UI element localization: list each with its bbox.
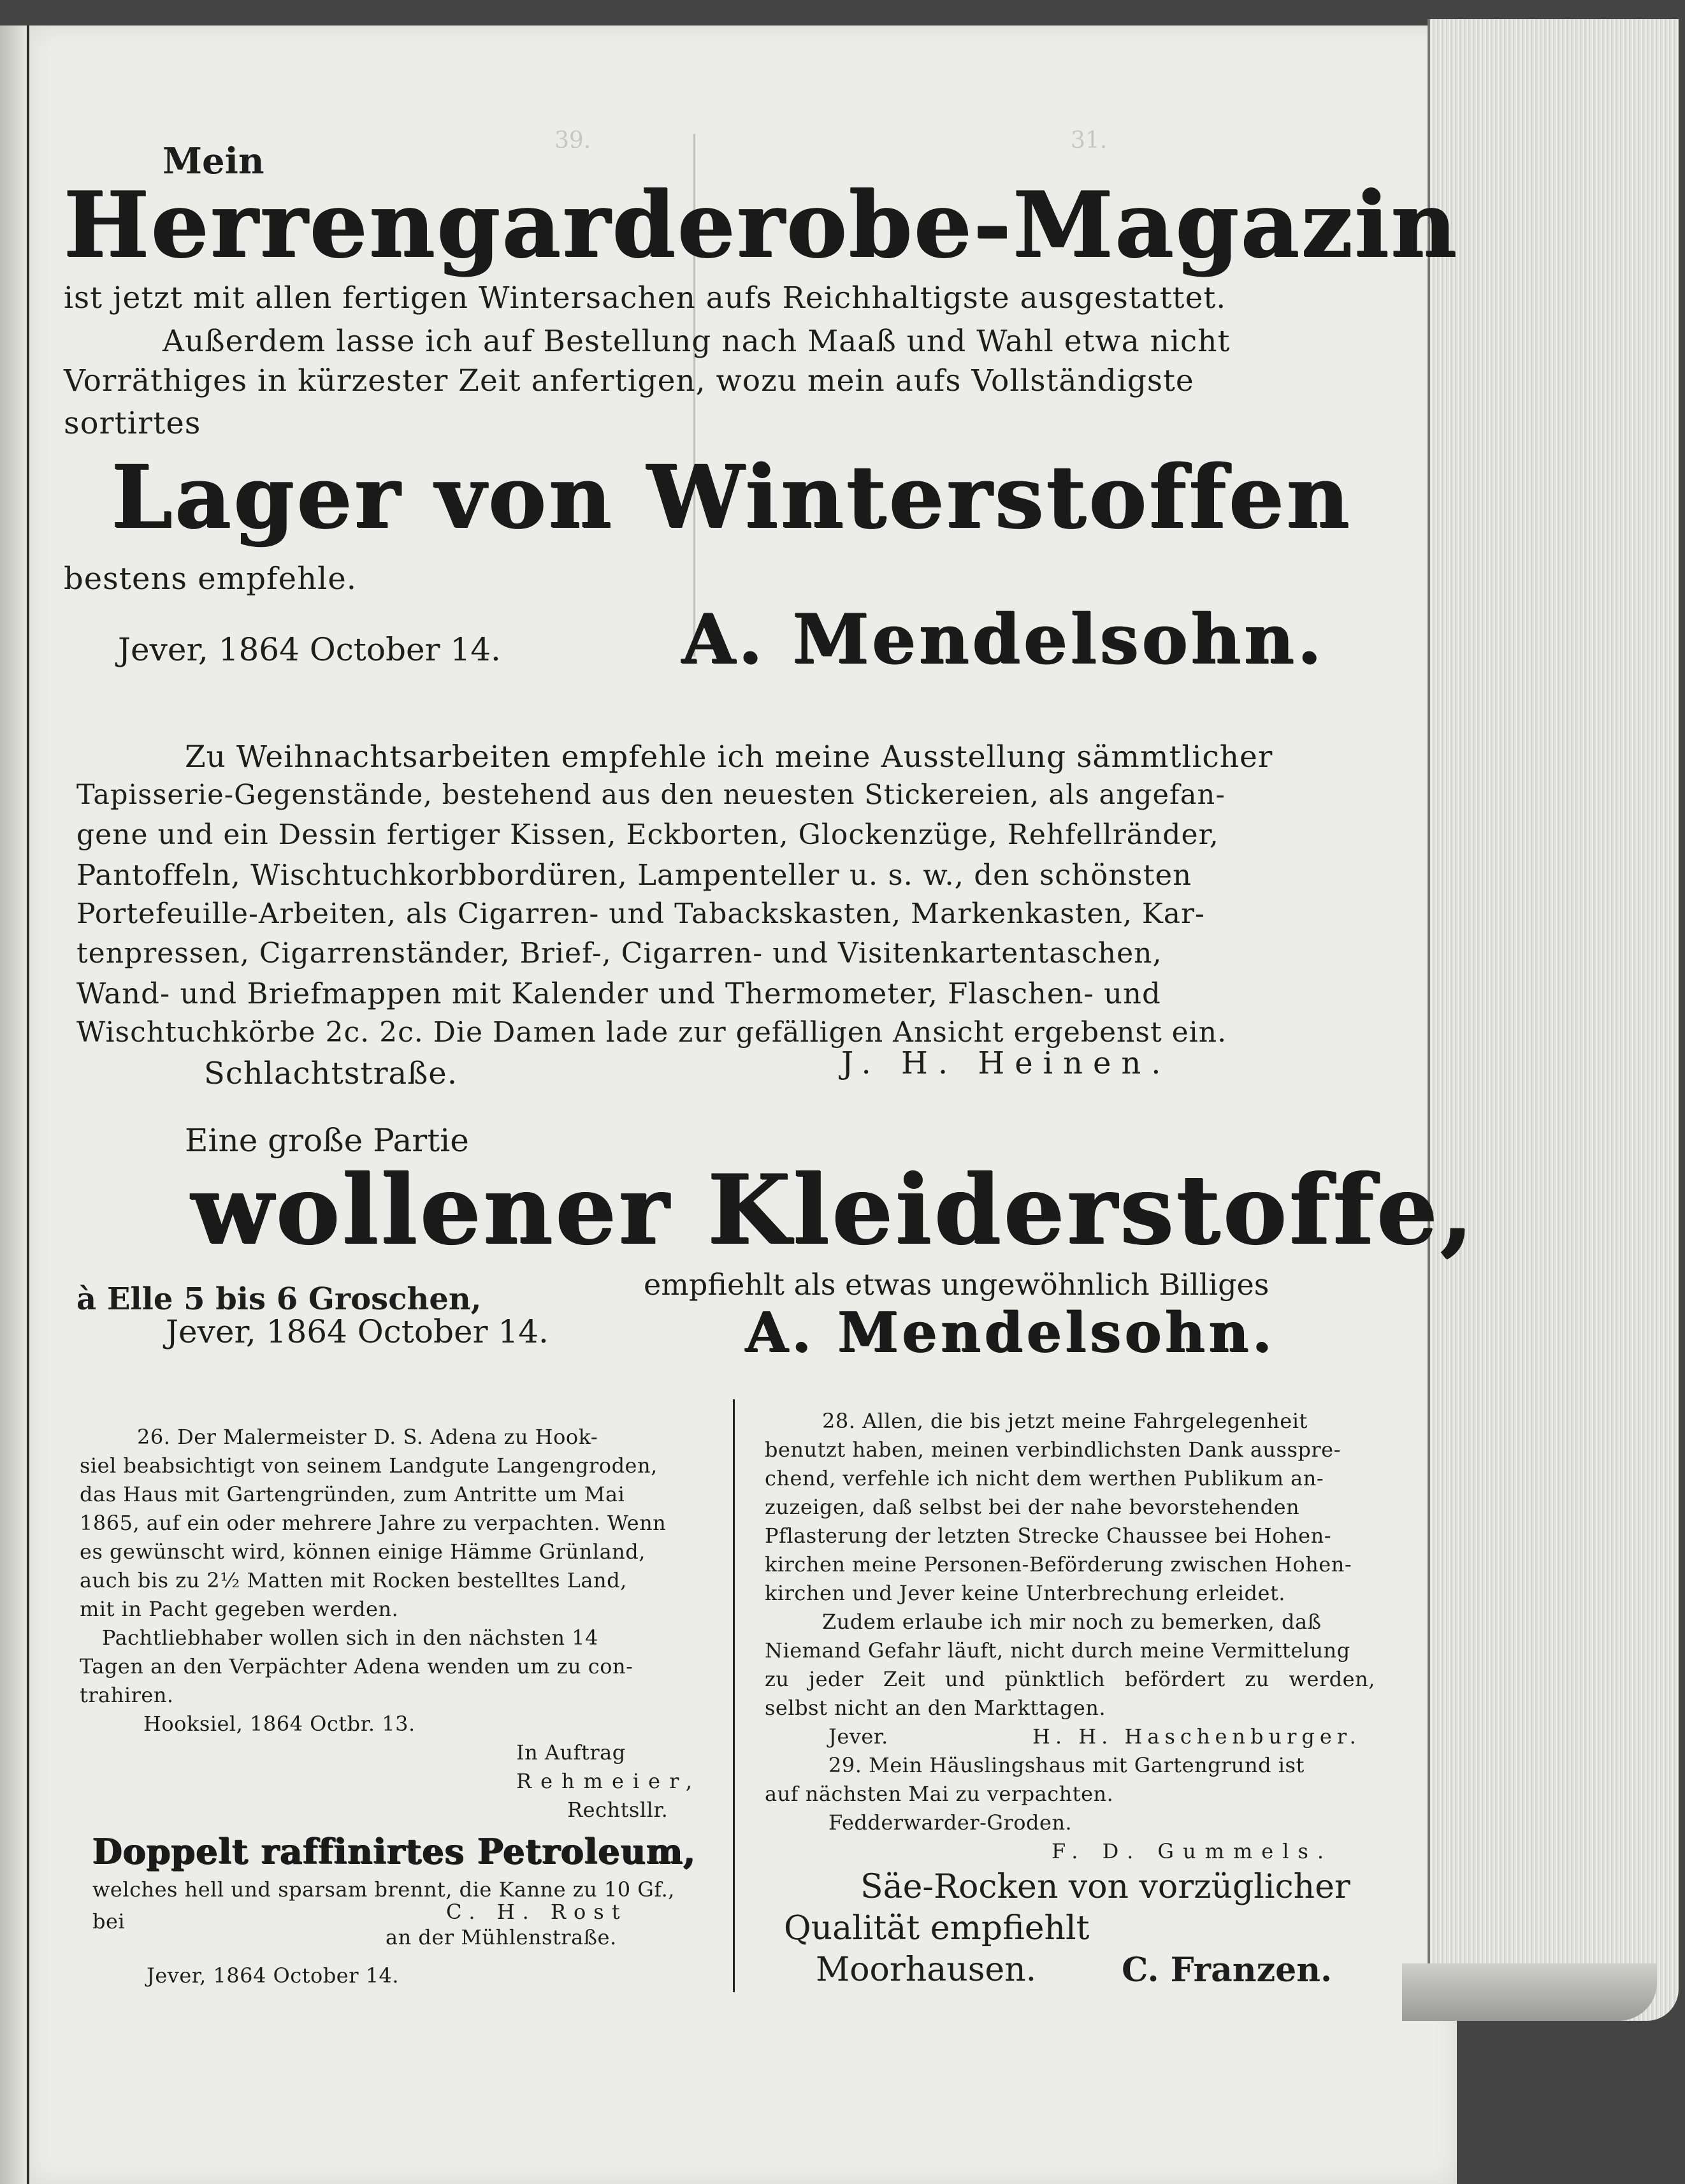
ad-text-line: 1865, auf ein oder mehrere Jahre zu verpachten. Wenn: [80, 1511, 667, 1535]
ad-text-line: 29. Mein Häuslingshaus mit Gartengrund ist: [828, 1753, 1305, 1777]
ad-text-line: an der Mühlenstraße.: [386, 1925, 617, 1949]
ad-text-line: gene und ein Dessin fertiger Kissen, Eckborten, Glockenzüge, Rehfellränder,: [76, 819, 1219, 851]
ad-place: Fedderwarder-Groden.: [828, 1810, 1073, 1835]
ad-agent-name: Rehmeier,: [516, 1769, 702, 1793]
ad-signature: J. H. Heinen.: [841, 1045, 1171, 1081]
ad-text-line: zuzeigen, daß selbst bei der nahe bevorstehenden: [765, 1495, 1300, 1519]
ad-intro: Mein: [163, 140, 264, 182]
ad-text-line: es gewünscht wird, können einige Hämme Grünland,: [80, 1540, 646, 1564]
ad-text-line: auf nächsten Mai zu verpachten.: [765, 1782, 1114, 1806]
ad-text-line: welches hell und sparsam brennt, die Kanne zu 10 Gf.,: [92, 1877, 675, 1902]
ad-signature: A. Mendelsohn.: [746, 1300, 1276, 1365]
ad-headline: Doppelt raffinirtes Petroleum,: [92, 1831, 697, 1872]
ad-text-line: kirchen meine Personen-Beförderung zwischen Hohen-: [765, 1552, 1352, 1576]
ad-text-line: Zudem erlaube ich mir noch zu bemerken, daß: [822, 1610, 1322, 1634]
ad-text-line: Vorräthiges in kürzester Zeit anfertigen, wozu mein aufs Vollständigste: [64, 363, 1194, 398]
ad-text-line: benutzt haben, meinen verbindlichsten Dank ausspre-: [765, 1438, 1341, 1462]
ad-text-line: Portefeuille-Arbeiten, als Cigarren- und Tabackskasten, Markenkasten, Kar-: [76, 898, 1205, 930]
ad-intro: Eine große Partie: [185, 1122, 469, 1159]
ad-headline-secondary: Lager von Winterstoffen: [112, 446, 1352, 548]
ad-text-line: trahiren.: [80, 1683, 174, 1707]
bleed-through-number-left: 39.: [554, 127, 591, 154]
ad-text-line: Zu Weihnachtsarbeiten empfehle ich meine Ausstellung sämmtlicher: [185, 739, 1273, 775]
ad-place: Jever.: [828, 1724, 888, 1749]
ad-place-date: Hooksiel, 1864 Octbr. 13.: [143, 1712, 416, 1736]
ad-text-line: Niemand Gefahr läuft, nicht durch meine Vermittelung: [765, 1638, 1350, 1663]
ad-text-line: Außerdem lasse ich auf Bestellung nach Maaß und Wahl etwa nicht: [163, 324, 1231, 359]
column-divider: [733, 1399, 735, 1992]
book-fore-edge: [1428, 19, 1679, 2021]
ad-text-line: Säe-Rocken von vorzüglicher: [860, 1868, 1350, 1906]
ad-text-line: Wischtuchkörbe 2c. 2c. Die Damen lade zur gefälligen Ansicht ergebenst ein.: [76, 1016, 1227, 1049]
ad-text-line: siel beabsichtigt von seinem Landgute Langengroden,: [80, 1453, 658, 1478]
left-page-edge: [0, 25, 29, 2184]
ad-text-line: bei: [92, 1909, 126, 1933]
ad-text-line: zu jeder Zeit und pünktlich befördert zu werden,: [765, 1667, 1375, 1691]
ad-signature: H. H. Haschenburger.: [1032, 1724, 1361, 1749]
ad-text-line: Pachtliebhaber wollen sich in den nächsten 14: [102, 1626, 598, 1650]
ad-signature: C. H. Rost: [446, 1900, 628, 1924]
ad-place: Moorhausen.: [816, 1951, 1037, 1989]
ad-text-line: Wand- und Briefmappen mit Kalender und Thermometer, Flaschen- und: [76, 977, 1161, 1010]
ad-text-line: kirchen und Jever keine Unterbrechung erleidet.: [765, 1581, 1285, 1605]
ad-text-line: ist jetzt mit allen fertigen Wintersachen aufs Reichhaltigste ausgestattet.: [64, 280, 1227, 316]
ad-text-line: sortirtes: [64, 405, 201, 441]
ad-signature: F. D. Gummels.: [1052, 1839, 1333, 1863]
ad-place-date: Jever, 1864 October 14.: [166, 1313, 549, 1350]
ad-text-line: Pflasterung der letzten Strecke Chaussee bei Hohen-: [765, 1524, 1332, 1548]
ad-signature: A. Mendelsohn.: [682, 599, 1325, 680]
ad-text-line: Tapisserie-Gegenstände, bestehend aus den neuesten Stickereien, als angefan-: [76, 779, 1226, 811]
ad-place-date: Jever, 1864 October 14.: [147, 1963, 400, 1988]
ad-text-line: 26. Der Malermeister D. S. Adena zu Hook-: [137, 1425, 598, 1449]
ad-text-line: empfiehlt als etwas ungewöhnlich Billiges: [644, 1267, 1269, 1302]
ad-street: Schlachtstraße.: [204, 1056, 458, 1091]
bleed-through-number-right: 31.: [1071, 127, 1108, 154]
ad-text-line: das Haus mit Gartengründen, zum Antritte um Mai: [80, 1482, 625, 1506]
ad-text-line: 28. Allen, die bis jetzt meine Fahrgelegenheit: [822, 1409, 1308, 1433]
ad-text-line: auch bis zu 2½ Matten mit Rocken bestelltes Land,: [80, 1568, 627, 1592]
ad-text-line: tenpressen, Cigarrenständer, Brief-, Cigarren- und Visitenkartentaschen,: [76, 937, 1162, 970]
ad-text-line: chend, verfehle ich nicht dem werthen Publikum an-: [765, 1466, 1324, 1490]
ad-text-line: Tagen an den Verpächter Adena wenden um zu con-: [80, 1654, 633, 1678]
ad-agent-line: In Auftrag: [516, 1740, 626, 1765]
ad-agent-title: Rechtsllr.: [567, 1798, 669, 1822]
ad-text-line: selbst nicht an den Markttagen.: [765, 1696, 1106, 1720]
ad-price: à Elle 5 bis 6 Groschen,: [76, 1281, 482, 1317]
ad-text-line: mit in Pacht gegeben werden.: [80, 1597, 399, 1621]
ad-text-line: bestens empfehle.: [64, 561, 358, 597]
book-fore-edge-bottom: [1402, 1963, 1657, 2021]
ad-headline: wollener Kleiderstoffe,: [191, 1154, 1476, 1266]
ad-headline: Herrengarderobe-Magazin: [64, 172, 1459, 278]
ad-signature: C. Franzen.: [1122, 1951, 1333, 1990]
ad-text-line: Qualität empfiehlt: [784, 1909, 1090, 1947]
ad-place-date: Jever, 1864 October 14.: [118, 631, 501, 668]
ad-text-line: Pantoffeln, Wischtuchkorbbordüren, Lampenteller u. s. w., den schönsten: [76, 858, 1192, 892]
